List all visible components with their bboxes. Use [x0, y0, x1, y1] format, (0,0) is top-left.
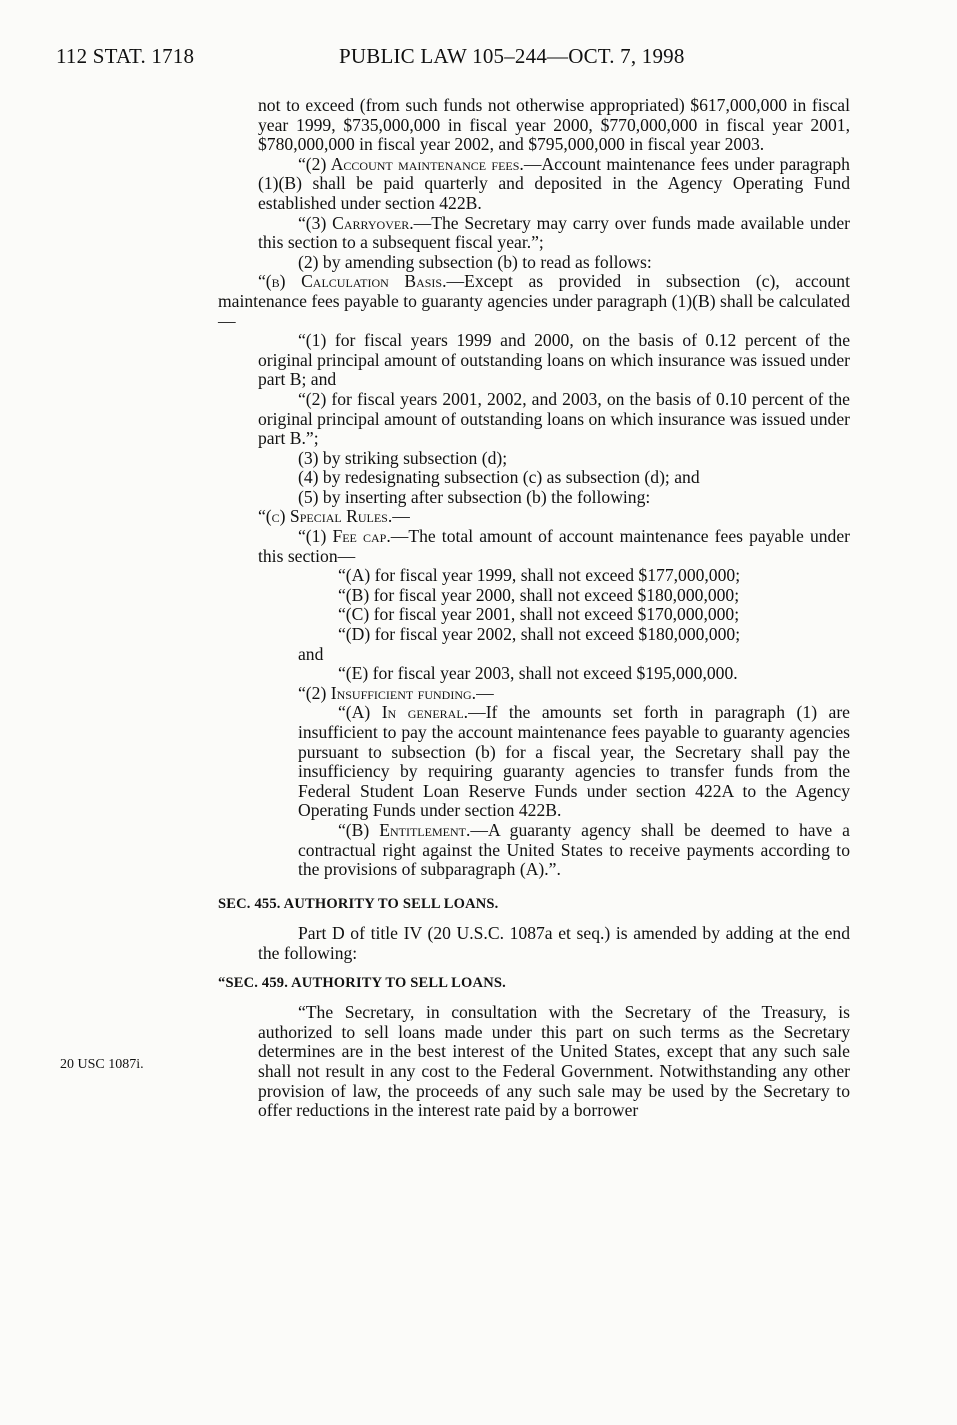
fee-limit-item: “(A) for fiscal year 1999, shall not exceed $177,000,000; [338, 565, 741, 586]
paragraph [218, 272, 850, 331]
margin-citation: 20 USC 1087i. [60, 1057, 144, 1072]
paragraph-heading: “(2) Account maintenance fees. [298, 153, 524, 174]
statute-reference: 112 STAT. 1718 [56, 44, 195, 68]
paragraph [258, 214, 850, 253]
fee-limit-item: “(E) for fiscal year 2003, shall not exceed $195,000,000. [338, 663, 738, 684]
paragraph [298, 703, 850, 821]
amendment-item: (4) by redesignating subsection (c) as subsection (d); and [298, 467, 700, 488]
fee-list-conjunction: and [298, 643, 324, 664]
fee-limit-item: “(C) for fiscal year 2001, shall not exceed $170,000,000; [338, 604, 740, 625]
paragraph: Part D of title IV (20 U.S.C. 1087a et seq.) is amended by adding at the end the following: [258, 923, 850, 963]
section-heading: SEC. 455. AUTHORITY TO SELL LOANS. [218, 895, 499, 912]
section-heading: “SEC. 459. AUTHORITY TO SELL LOANS. [218, 974, 506, 991]
public-law-reference: PUBLIC LAW 105–244—OCT. 7, 1998 [339, 44, 685, 68]
document-body [218, 95, 850, 1121]
paragraph-heading: “(2) Insufficient funding. [298, 682, 477, 703]
paragraph-text: —Except as provided in subsection (c), account maintenance fees payable to guaranty agencies under paragraph (1)(B) shall be calculated— [218, 271, 850, 331]
spacer [258, 964, 850, 974]
paragraph: not to exceed (from such funds not otherwise appropriated) $617,000,000 in fiscal year 1999, $735,000,000 in fiscal year 2000, $770,000,000 in fiscal year 2001, $780,000,000 in fiscal year 2002, and $795,000,000 in fiscal year 2003. [258, 95, 850, 155]
paragraph [258, 527, 850, 566]
paragraph-text: —If the amounts set forth in paragraph (1) are insufficient to pay the account maintenance fees payable to guaranty agencies pursuant to subsection (b) for a fiscal year, the Secretary shall pay the insufficiency by requiring guaranty agencies to transfer funds from the Federal Student Loan Reserve Funds under section 422A to the Agency Operating Funds under section 422B. [298, 702, 850, 821]
amendment-item: (5) by inserting after subsection (b) the following: [298, 486, 651, 507]
paragraph [298, 821, 850, 880]
paragraph-text: — [476, 682, 494, 703]
paragraph-text: —The total amount of account maintenance fees payable under this section— [258, 526, 850, 566]
paragraph: “(1) for fiscal years 1999 and 2000, on the basis of 0.12 percent of the original principal amount of outstanding loans on which insurance was issued under part B; and [258, 330, 850, 390]
amendment-item: (3) by striking subsection (d); [298, 447, 508, 468]
amendment-item: (2) by amending subsection (b) to read as follows: [298, 251, 652, 272]
paragraph-heading: “(3) Carryover. [298, 212, 414, 233]
paragraph [258, 155, 850, 214]
paragraph [258, 507, 850, 527]
paragraph-text: —Account maintenance fees under paragraph (1)(B) shall be paid quarterly and deposited in the Agency Operating Fund established under section 422B. [258, 153, 850, 213]
paragraph-text: —A guaranty agency shall be deemed to have a contractual right against the United States to receive payments according to the provisions of subparagraph (A).”. [298, 819, 850, 880]
paragraph-text: — [392, 506, 410, 527]
paragraph-text: —The Secretary may carry over funds made available under this section to a subsequent fiscal year.”; [258, 212, 850, 253]
paragraph-heading: “(A) In general. [338, 702, 469, 723]
paragraph-heading: “(c) Special Rules. [258, 506, 393, 527]
paragraph: “(2) for fiscal years 2001, 2002, and 2003, on the basis of 0.10 percent of the original principal amount of outstanding loans on which insurance was issued under part B.”; [258, 388, 850, 449]
fee-limit-item: “(D) for fiscal year 2002, shall not exceed $180,000,000; [338, 624, 741, 645]
paragraph: “The Secretary, in consultation with the Secretary of the Treasury, is authorized to sell loans made under this part on such terms as the Secretary determines are in the best interest of the United States, except that any such sale shall not result in any cost to the Federal Government. Notwithstanding any other provision of law, the proceeds of any such sale may be used by the Secretary to offer reductions in the interest rate paid by a borrower [258, 1002, 850, 1121]
paragraph-heading: “(B) Entitlement. [338, 819, 471, 840]
paragraph-heading: “(b) Calculation Basis. [258, 271, 447, 292]
paragraph-heading: “(1) Fee cap. [298, 526, 391, 547]
fee-limit-item: “(B) for fiscal year 2000, shall not exceed $180,000,000; [338, 584, 740, 605]
paragraph [258, 684, 850, 704]
